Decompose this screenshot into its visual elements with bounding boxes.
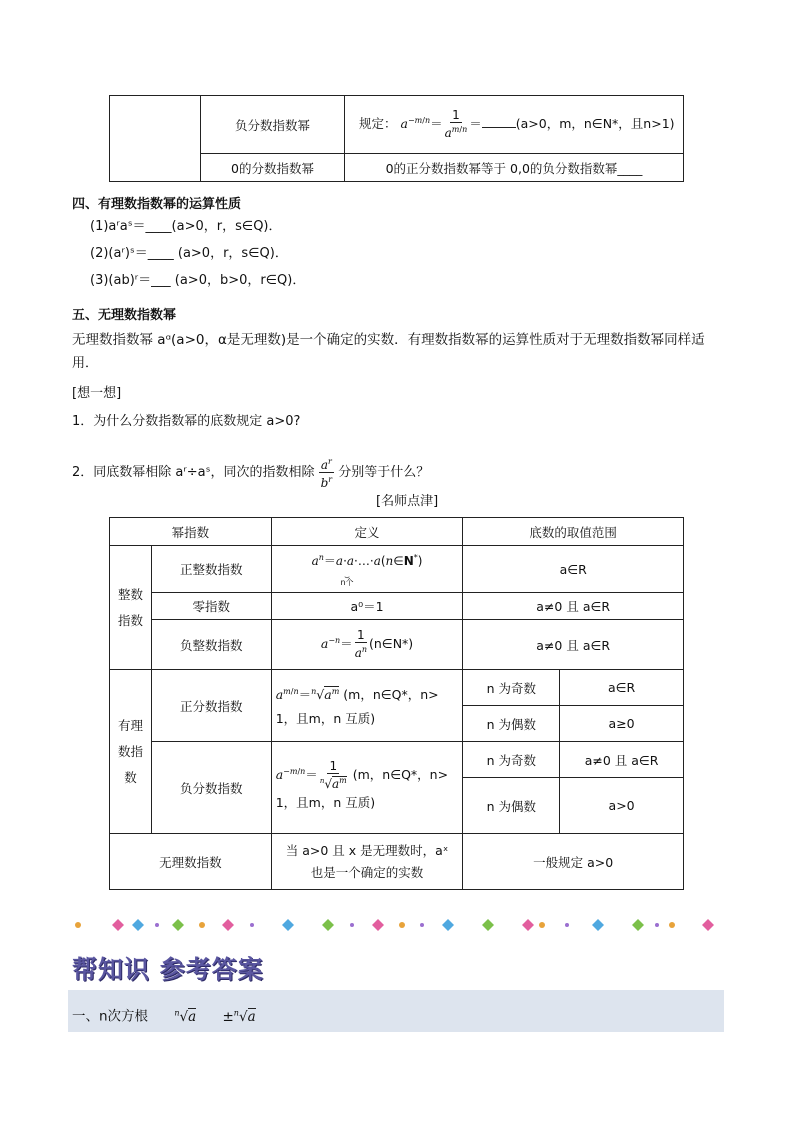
- think-label: [想一想]: [72, 386, 122, 401]
- zero-frac-definition: 0的正分数指数幂等于 0,0的负分数指数幂____: [345, 154, 684, 182]
- positive-fraction-odd-range: a∈R: [560, 670, 684, 706]
- negative-integer-def: $a^{-n}=$ $\frac{1}{a^n}$ (n∈N*): [271, 620, 463, 670]
- positive-fraction-odd: n 为奇数: [463, 670, 560, 706]
- positive-fraction-name: 正分数指数: [151, 670, 271, 742]
- property-3: (3)(ab)ʳ＝___ (a>0，b>0，r∈Q)．: [90, 273, 306, 288]
- irrational-def: 当 a>0 且 x 是无理数时，aˣ 也是一个确定的实数: [271, 834, 463, 890]
- neg-frac-label: 负分数指数幂: [201, 96, 345, 154]
- section5-para-line1: 无理数指数幂 aᵅ(a>0，α是无理数)是一个确定的实数．有理数指数幂的运算性质对于无理数指数幂同样适: [72, 332, 705, 348]
- positive-integer-name: 正整数指数: [151, 546, 271, 593]
- positive-fraction-even-range: a≥0: [560, 706, 684, 742]
- top-table-empty-cell: [110, 96, 201, 182]
- negative-fraction-odd-range: a≠0 且 a∈R: [560, 742, 684, 778]
- negative-fraction-even: n 为偶数: [463, 778, 560, 834]
- positive-integer-def: $a^n=a\cdot a\cdot\dots\cdot a(n\in N^*)$ ⏟ n个: [271, 546, 463, 593]
- neg-frac-definition: 规定： $a^{-m/n}=$ $\frac{1}{a^{m/n}}$ ＝ (a>0，m，n∈N*，且n>1): [345, 96, 684, 154]
- positive-integer-range: a∈R: [463, 546, 684, 593]
- section5-heading: 五、无理数指数幂: [72, 308, 177, 323]
- integer-exponent-group: 整数指数: [110, 546, 152, 670]
- zero-exponent-def: a⁰＝1: [271, 593, 463, 620]
- zero-exponent-range: a≠0 且 a∈R: [463, 593, 684, 620]
- negative-fraction-even-range: a>0: [560, 778, 684, 834]
- answers-line-1: 一、n次方根 $^n$√a ±$^n$√a: [72, 1008, 256, 1025]
- teacher-note-label: [名师点津]: [376, 494, 439, 509]
- negative-integer-range: a≠0 且 a∈R: [463, 620, 684, 670]
- answers-title: 帮知识 参考答案: [72, 955, 264, 984]
- think-question-1: 1．为什么分数指数幂的底数规定 a>0?: [72, 414, 301, 429]
- zero-exponent-name: 零指数: [151, 593, 271, 620]
- header-exponent: 幂指数: [110, 518, 272, 546]
- property-1: (1)aʳaˢ＝____(a>0，r，s∈Q)．: [90, 219, 282, 234]
- negative-fraction-odd: n 为奇数: [463, 742, 560, 778]
- section4-heading: 四、有理数指数幂的运算性质: [72, 197, 242, 212]
- section5-para-line2: 用．: [72, 356, 99, 371]
- property-2: (2)(aʳ)ˢ＝____ (a>0，r，s∈Q)．: [90, 246, 288, 261]
- irrational-name: 无理数指数: [110, 834, 272, 890]
- rational-exponent-group: 有理数指数: [110, 670, 152, 834]
- decorative-divider: [72, 917, 722, 933]
- negative-fraction-name: 负分数指数: [151, 742, 271, 834]
- positive-fraction-def: $a^{m/n}=^n√a^m$ (m，n∈Q*，n> 1，且m，n 互质): [271, 670, 463, 742]
- header-definition: 定义: [271, 518, 463, 546]
- butterfly-pattern-icon: [75, 919, 714, 931]
- zero-frac-label: 0的分数指数幂: [201, 154, 345, 182]
- header-base-range: 底数的取值范围: [463, 518, 684, 546]
- positive-fraction-even: n 为偶数: [463, 706, 560, 742]
- negative-fraction-def: $a^{-m/n}=$ $\frac{1}{^n√a^m}$ (m，n∈Q*，n> 1，且m，n 互质): [271, 742, 463, 834]
- top-table: [109, 95, 684, 182]
- negative-integer-name: 负整数指数: [151, 620, 271, 670]
- think-question-2: 2．同底数幂相除 aʳ÷aˢ，同次的指数相除 $\frac{a^r}{b^r}$ 分别等于什么？: [72, 457, 430, 490]
- ar-over-br-fraction: $\frac{a^r}{b^r}$: [320, 457, 333, 490]
- exponent-summary-table: [109, 517, 684, 890]
- irrational-range: 一般规定 a>0: [463, 834, 684, 890]
